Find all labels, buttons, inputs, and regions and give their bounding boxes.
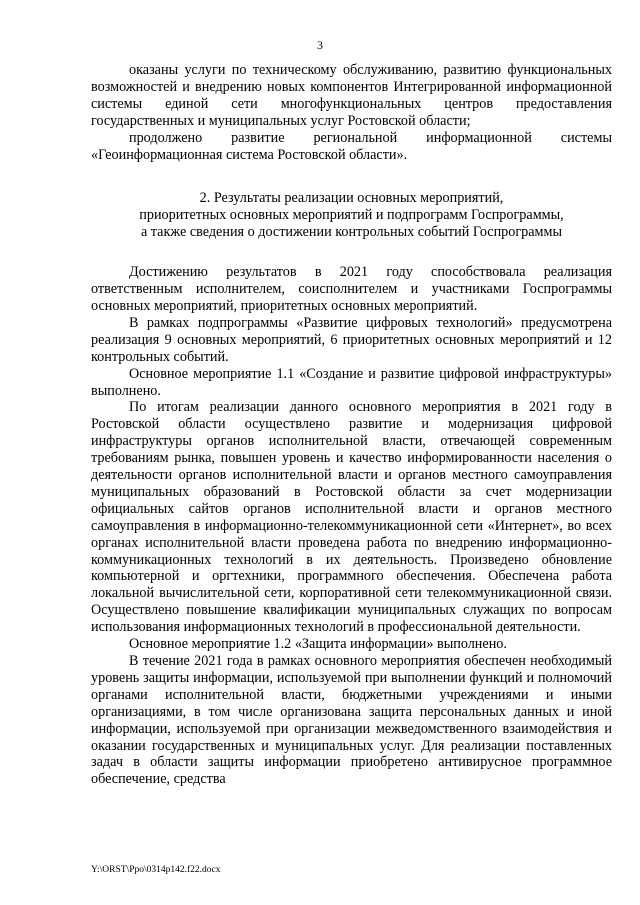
paragraph: оказаны услуги по техническому обслуживанию, развитию функциональных возможностей и внедрению новых компонентов Интегрированной информационной системы единой сети многофункциональных центров предоставления государственных и муниципальных услуг Ростовской области; xyxy=(91,62,612,129)
paragraph: В течение 2021 года в рамках основного мероприятия обеспечен необходимый уровень защиты информации, используемой при выполнении функций и полномочий органами исполнительной власти, бюджетными учреждениями и иными организациями, в том числе организована защита персональных данных и иной информации, используемой при организации межведомственного взаимодействия и оказании государственных и муниципальных услуг. Для реализации поставленных задач в области защиты информации приобретено антивирусное программное обеспечение, средства xyxy=(91,653,612,788)
heading-line: а также сведения о достижении контрольных событий Госпрограммы xyxy=(140,224,563,241)
page-number: 3 xyxy=(317,38,323,52)
footer-file-path: Y:\ORST\Ppo\0314p142.f22.docx xyxy=(91,865,221,875)
paragraph: Достижению результатов в 2021 году способствовала реализация ответственным исполнителем, соисполнителем и участниками Госпрограммы основных мероприятий, приоритетных основных мероприятий. xyxy=(91,264,612,314)
paragraph: В рамках подпрограммы «Развитие цифровых технологий» предусмотрена реализация 9 основных мероприятий, 6 приоритетных основных мероприятий и 12 контрольных событий. xyxy=(91,314,612,365)
paragraph: По итогам реализации данного основного мероприятия в 2021 году в Ростовской области осуществлено развитие и модернизация цифровой инфраструктуры органов исполнительной власти, отвечающей современным требованиям рынка, повышен уровень и качество информированности населения о деятельности органов исполнительной власти и органов местного самоуправления муниципальных образований в Ростовской области за счет модернизации официальных сайтов органов исполнительной власти и органов местного самоуправления в информационно-телекоммуникационной сети «Интернет», во всех органах исполнительной власти проведена работа по внедрению информационно-коммуникационных технологий в их деятельность. Произведено обновление компьютерной и оргтехники, программного обеспечения. Обеспечена работа локальной вычислительной сети, корпоративной сети телекоммуникационной связи. Осуществлено повышение квалификации муниципальных служащих по вопросам использования информационных технологий в профессиональной деятельности. xyxy=(91,399,612,636)
document-body xyxy=(91,62,612,788)
paragraph: продолжено развитие региональной информационной системы «Геоинформационная система Ростовской области». xyxy=(91,129,612,163)
paragraph: Основное мероприятие 1.1 «Создание и развитие цифровой инфраструктуры» выполнено. xyxy=(91,365,612,399)
heading-line: приоритетных основных мероприятий и подпрограмм Госпрограммы, xyxy=(139,207,564,224)
paragraph: Основное мероприятие 1.2 «Защита информации» выполнено. xyxy=(129,636,507,653)
heading-line: 2. Результаты реализации основных мероприятий, xyxy=(199,190,504,207)
section-heading xyxy=(91,190,612,241)
